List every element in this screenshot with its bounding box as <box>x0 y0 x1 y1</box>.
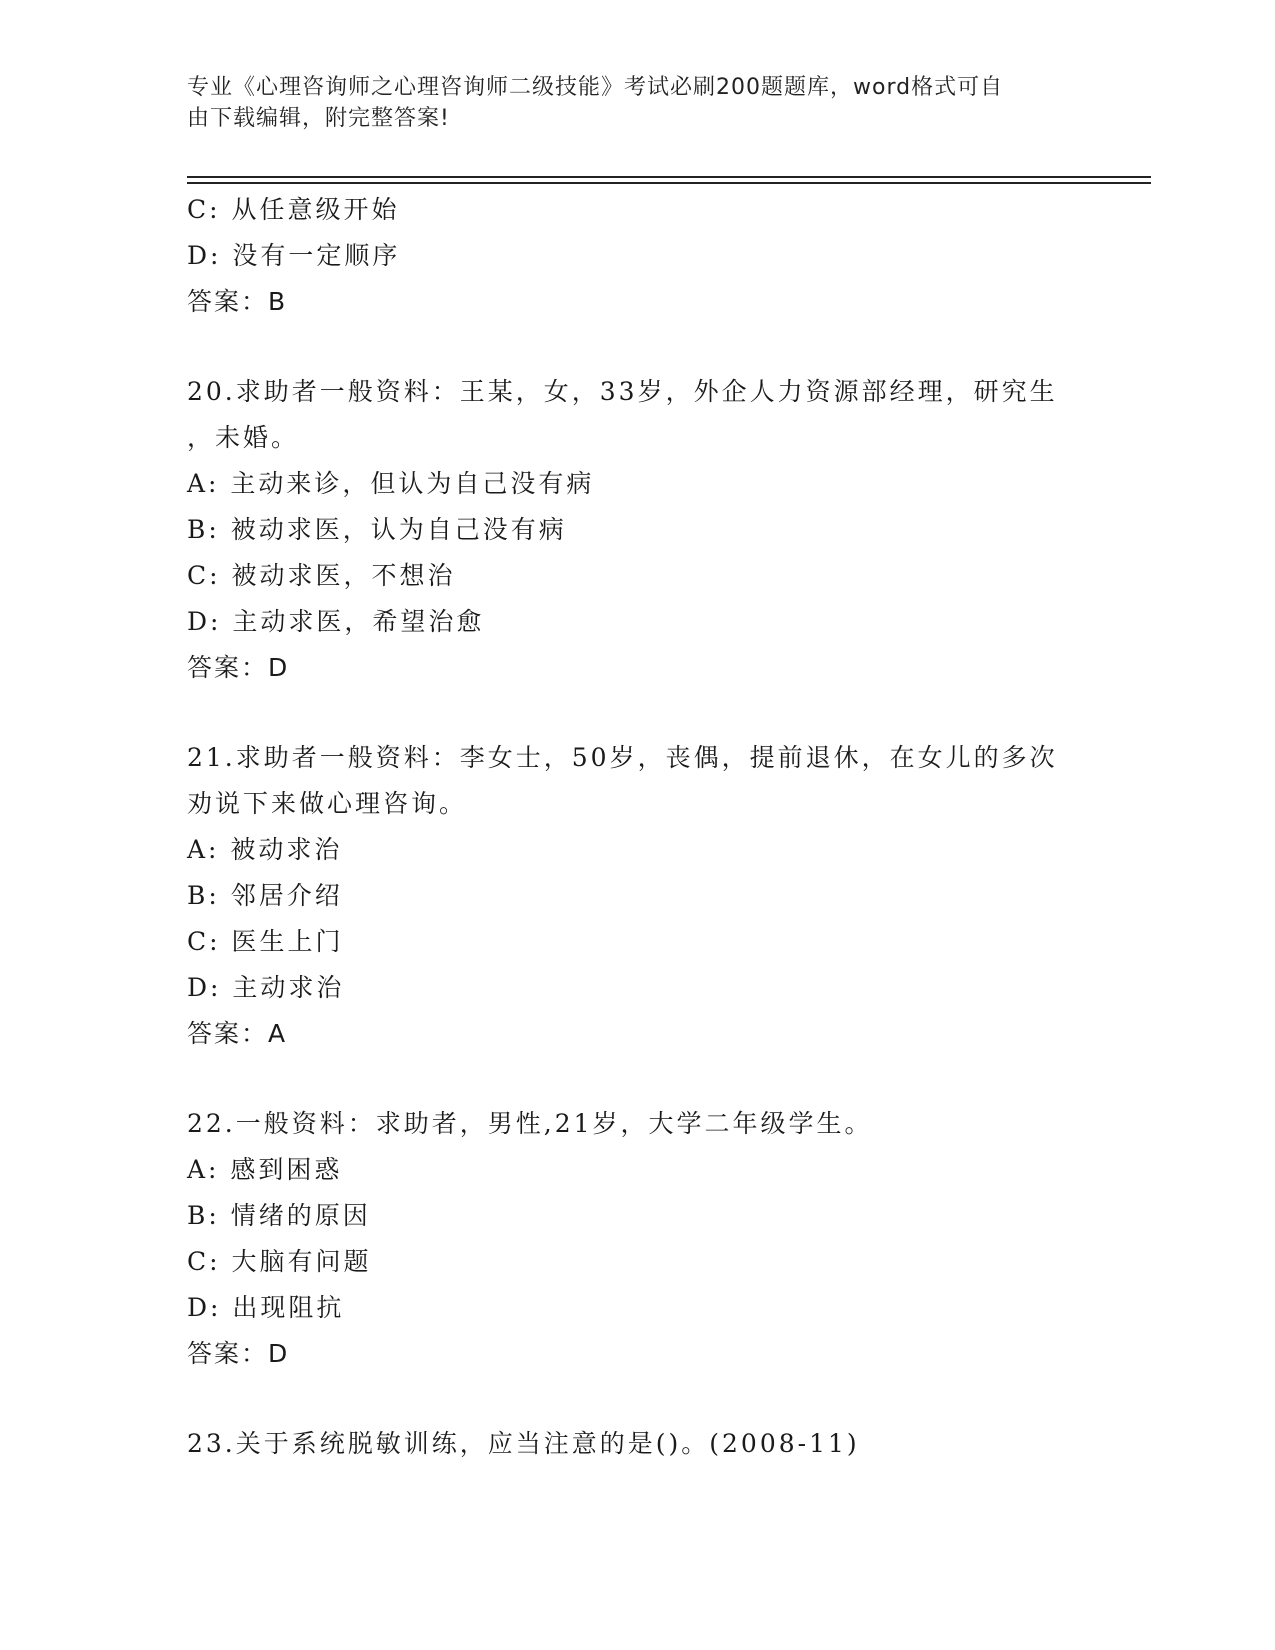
answer: 答案：B <box>187 287 288 316</box>
question-text-line: 20.求助者一般资料：王某，女，33岁，外企人力资源部经理，研究生 <box>187 377 1058 406</box>
document-header <box>187 72 1087 134</box>
question-text-line: ，未婚。 <box>187 423 300 452</box>
option-d: D: 出现阻抗 <box>187 1293 345 1322</box>
option-d: D: 主动求治 <box>187 973 345 1002</box>
option-a: A: 感到困惑 <box>187 1155 343 1184</box>
option-a: A: 主动来诊，但认为自己没有病 <box>187 469 595 498</box>
answer: 答案：A <box>187 1019 288 1048</box>
option-c: C: 从任意级开始 <box>187 195 400 224</box>
question-prev <box>187 187 1087 325</box>
option-d: D: 主动求医，希望治愈 <box>187 607 485 636</box>
option-b: B: 情绪的原因 <box>187 1201 371 1230</box>
option-c: C: 大脑有问题 <box>187 1247 372 1276</box>
question-23 <box>187 1421 1087 1467</box>
option-c: C: 医生上门 <box>187 927 344 956</box>
question-22 <box>187 1101 1087 1377</box>
option-d: D: 没有一定顺序 <box>187 241 401 270</box>
answer: 答案：D <box>187 653 290 682</box>
question-text-line: 23.关于系统脱敏训练，应当注意的是()。(2008-11) <box>187 1429 860 1458</box>
header-line-1: 专业《心理咨询师之心理咨询师二级技能》考试必刷200题题库，word格式可自 <box>187 75 1004 100</box>
question-20 <box>187 369 1087 691</box>
question-list <box>187 187 1087 1467</box>
option-b: B: 被动求医，认为自己没有病 <box>187 515 567 544</box>
header-line-2: 由下载编辑，附完整答案! <box>187 106 450 131</box>
question-21 <box>187 735 1087 1057</box>
option-c: C: 被动求医，不想治 <box>187 561 456 590</box>
option-a: A: 被动求治 <box>187 835 343 864</box>
header-divider-top <box>187 176 1151 178</box>
answer: 答案：D <box>187 1339 290 1368</box>
question-text-line: 劝说下来做心理咨询。 <box>187 789 468 818</box>
question-text-line: 21.求助者一般资料：李女士，50岁，丧偶，提前退休，在女儿的多次 <box>187 743 1058 772</box>
header-divider-bottom <box>187 182 1151 184</box>
option-b: B: 邻居介绍 <box>187 881 343 910</box>
question-text-line: 22.一般资料：求助者，男性,21岁，大学二年级学生。 <box>187 1109 873 1138</box>
